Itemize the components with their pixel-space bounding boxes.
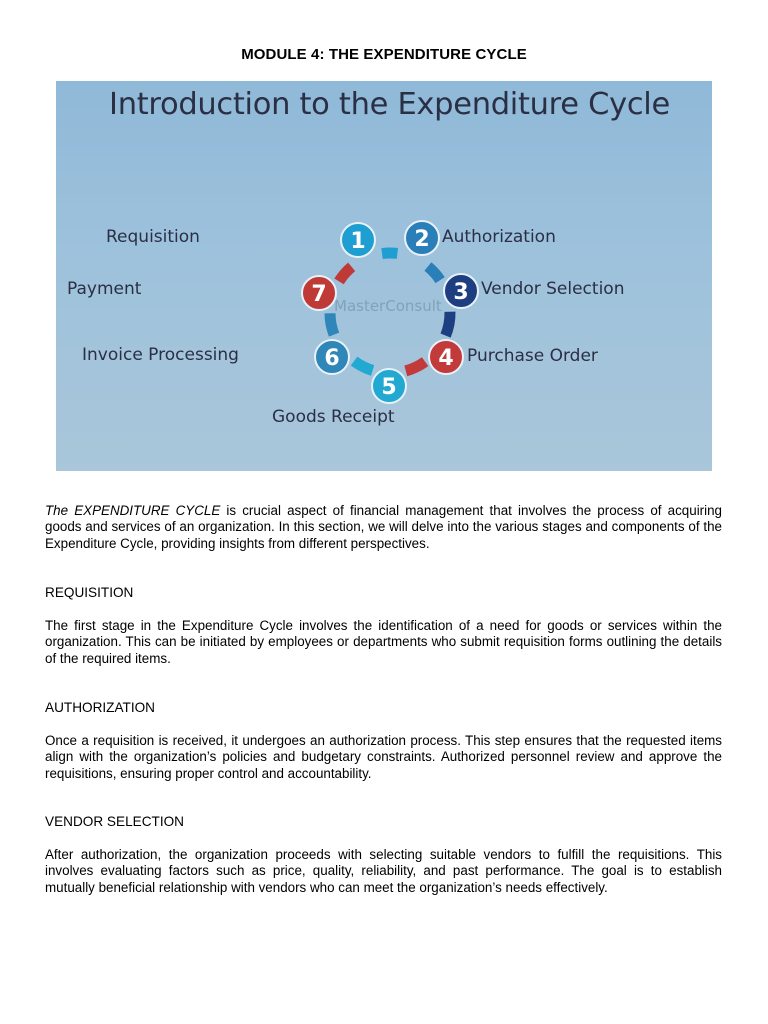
stage-label-requisition: Requisition — [106, 227, 200, 247]
expenditure-cycle-figure — [56, 81, 712, 471]
cycle-arc-4 — [406, 362, 425, 371]
intro-paragraph — [45, 503, 722, 552]
stage-badge-7 — [302, 276, 336, 310]
intro-text: is crucial aspect of financial management that involves the process of acquiring goods and services of an organization. In this section, we will delve into the various stages and components of the Expenditure Cycle, providing insights from different perspectives. — [45, 503, 722, 551]
cycle-arc-5 — [354, 361, 373, 370]
stage-label-payment: Payment — [67, 279, 142, 299]
stage-badge-6 — [315, 340, 349, 374]
document-title: MODULE 4: THE EXPENDITURE CYCLE — [241, 46, 527, 63]
cycle-arc-3 — [446, 312, 450, 336]
stage-badge-1 — [341, 223, 375, 257]
section-heading-requisition: REQUISITION — [45, 585, 134, 600]
stage-label-goods-receipt: Goods Receipt — [272, 407, 395, 427]
intro-term: The EXPENDITURE CYCLE — [45, 503, 221, 518]
slide-title: Introduction to the Expenditure Cycle — [109, 87, 670, 122]
cycle-arc-7 — [339, 267, 352, 282]
stage-number-7: 7 — [311, 282, 327, 307]
stage-number-6: 6 — [324, 346, 340, 371]
section-heading-vendor-selection: VENDOR SELECTION — [45, 814, 184, 829]
section-body-authorization: Once a requisition is received, it undergoes an authorization process. This step ensures that the requested items align with the organization’s policies and budgetary constraints. Authorized personnel review and approve the requisitions, ensuring proper control and accountability. — [45, 733, 722, 781]
cycle-arc-1 — [382, 253, 397, 254]
stage-label-purchase-order: Purchase Order — [467, 346, 598, 366]
stage-number-4: 4 — [438, 346, 454, 371]
watermark: MasterConsult — [334, 297, 442, 315]
cycle-arc-6 — [330, 313, 334, 334]
stage-badge-3 — [444, 274, 478, 308]
section-body-vendor-selection: After authorization, the organization proceeds with selecting suitable vendors to fulfill the requisitions. This involves evaluating factors such as price, quality, reliability, and past performance. The goal is to establish mutually beneficial relationship with vendors who can meet the organization’s needs effectively. — [45, 847, 722, 895]
stage-label-invoice-processing: Invoice Processing — [82, 345, 239, 365]
stage-number-5: 5 — [381, 375, 397, 400]
stage-number-3: 3 — [453, 280, 469, 305]
section-body-requisition: The first stage in the Expenditure Cycle involves the identification of a need for goods or services within the organization. This can be initiated by employees or departments who submit requisition forms outlining the details of the required items. — [45, 618, 722, 666]
stage-badge-4 — [429, 340, 463, 374]
stage-label-authorization: Authorization — [442, 227, 556, 247]
stage-badge-5 — [372, 369, 406, 403]
stage-label-vendor-selection: Vendor Selection — [481, 279, 625, 299]
stage-number-2: 2 — [414, 227, 430, 252]
section-heading-authorization: AUTHORIZATION — [45, 700, 156, 715]
cycle-arc-2 — [428, 266, 440, 280]
stage-number-1: 1 — [350, 229, 366, 254]
stage-badge-2 — [405, 221, 439, 255]
